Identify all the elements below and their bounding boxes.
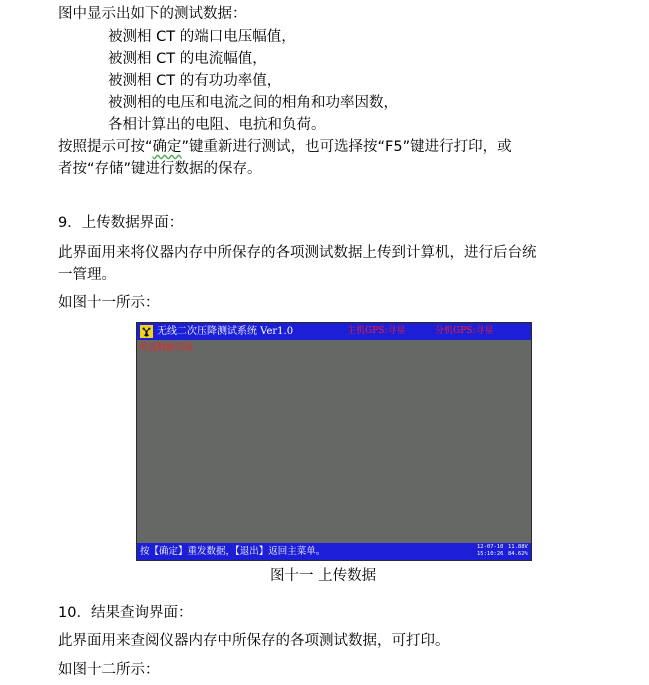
section-9-desc-line2: 一管理。: [58, 267, 116, 283]
battery-readout: 11.88V 84.62%: [508, 544, 528, 557]
section-9-heading: 9．上传数据界面：: [58, 215, 184, 231]
spellcheck-word: 确定: [152, 139, 182, 155]
figure-caption: 图十一 上传数据: [270, 568, 377, 584]
section-9-desc-line1: 此界面用来将仪器内存中所保存的各项测试数据上传到计算机，进行后台统: [58, 245, 537, 261]
screen-title-bar: [137, 323, 531, 340]
intro-item-2: 被测相 CT 的电流幅值，: [108, 51, 267, 67]
section-10-desc: 此界面用来查阅仪器内存中所保存的各项测试数据，可打印。: [58, 633, 450, 649]
section-10-heading: 10．结果查询界面：: [58, 605, 193, 621]
intro-item-3: 被测相 CT 的有功功率值，: [108, 73, 282, 89]
intro-line: 图中显示出如下的测试数据：: [58, 6, 247, 22]
host-gps-status: 主机GPS:寻星: [347, 326, 406, 336]
upload-screen-figure: [136, 322, 532, 561]
screen-title: 无线二次压降测试系统 Ver1.0: [157, 326, 294, 337]
intro-item-1: 被测相 CT 的端口电压幅值，: [108, 29, 296, 45]
transfer-status: 传送数据完成: [139, 343, 194, 353]
text-run: 按照提示可按“: [58, 139, 153, 155]
section-9-figure-ref: 如图十一所示：: [58, 295, 160, 311]
retest-paragraph-line1: [58, 138, 512, 156]
section-10-figure-ref: 如图十二所示：: [58, 662, 160, 678]
remote-gps-status: 分机GPS:寻星: [435, 326, 494, 336]
radiation-icon: [140, 325, 153, 338]
key-hint: 按【确定】重发数据，【退出】返回主菜单。: [140, 546, 326, 557]
retest-paragraph-line2: 者按“存储”键进行数据的保存。: [58, 161, 262, 177]
intro-item-4: 被测相的电压和电流之间的相角和功率因数，: [108, 95, 398, 111]
datetime-readout: 12-07-10 15:10:26: [477, 544, 504, 557]
intro-item-5: 各相计算出的电阻、电抗和负荷。: [108, 117, 326, 133]
screen-bottom-bar: [137, 543, 531, 560]
text-run: ”键重新进行测试，也可选择按“F5”键进行打印，或: [181, 139, 512, 155]
